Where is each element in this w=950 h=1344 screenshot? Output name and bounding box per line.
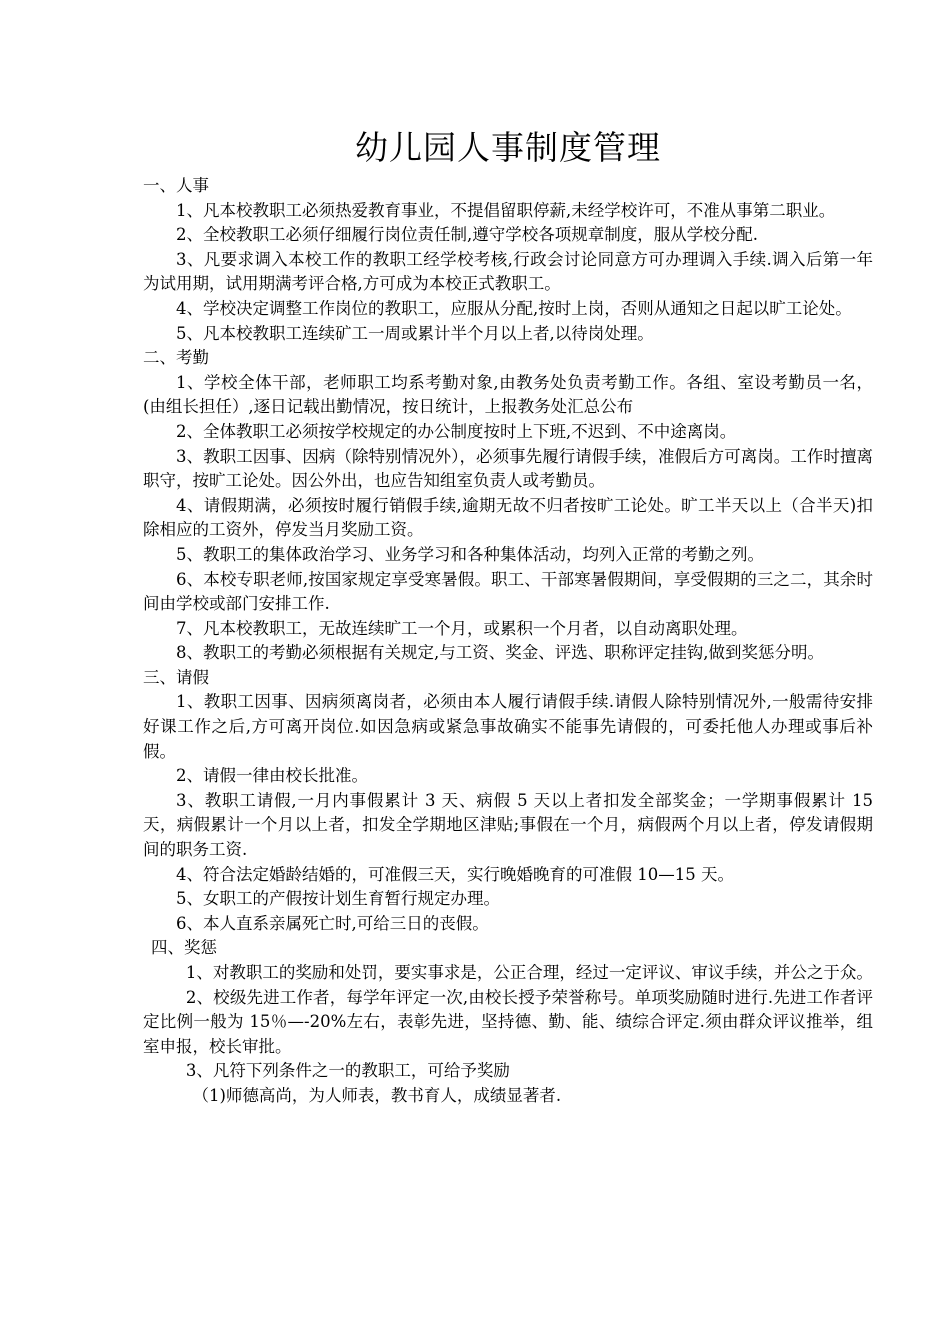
document-body	[143, 174, 873, 1109]
paragraph: 5、教职工的集体政治学习、业务学习和各种集体活动，均列入正常的考勤之列。	[176, 544, 764, 564]
paragraph: 7、凡本校教职工，无故连续旷工一个月，或累积一个月者，以自动离职处理。	[176, 618, 748, 638]
section-heading: 一、人事	[143, 176, 209, 195]
paragraph: 6、本人直系亲属死亡时,可给三日的丧假。	[176, 913, 489, 933]
paragraph: 1、凡本校教职工必须热爱教育事业，不提倡留职停薪,未经学校许可，不准从事第二职业。	[176, 200, 836, 220]
paragraph: 3、凡要求调入本校工作的教职工经学校考核,行政会讨论同意方可办理调入手续.调入后第一年为试用期，试用期满考评合格,方可成为本校正式教职工。	[143, 249, 873, 294]
section-heading: 三、请假	[143, 667, 209, 687]
paragraph: 1、对教职工的奖励和处罚，要实事求是，公正合理，经过一定评议、审议手续，并公之于众。	[185, 963, 873, 982]
sub-paragraph: （1)师德高尚，为人师表，教书育人，成绩显著者.	[192, 1085, 562, 1105]
paragraph: 5、凡本校教职工连续矿工一周或累计半个月以上者,以待岗处理。	[176, 323, 654, 343]
section-heading: 二、考勤	[143, 348, 209, 368]
document-title: 幼儿园人事制度管理	[355, 128, 661, 167]
paragraph: 8、教职工的考勤必须根据有关规定,与工资、奖金、评选、职称评定挂钩,做到奖惩分明。	[176, 643, 824, 663]
paragraph: 3、凡符下列条件之一的教职工，可给予奖励	[185, 1061, 510, 1081]
paragraph: 4、请假期满，必须按时履行销假手续,逾期无故不归者按旷工论处。旷工半天以上（合半天)扣除相应的工资外，停发当月奖励工资。	[143, 495, 873, 540]
paragraph: 1、教职工因事、因病须离岗者，必须由本人履行请假手续.请假人除特别情况外,一般需待安排好课工作之后,方可离开岗位.如因急病或紧急事故确实不能事先请假的，可委托他人办理或事后补假。	[143, 692, 873, 761]
paragraph: 4、符合法定婚龄结婚的，可准假三天，实行晚婚晚育的可准假 10—15 天。	[176, 864, 734, 884]
paragraph: 2、全体教职工必须按学校规定的办公制度按时上下班,不迟到、不中途离岗。	[176, 421, 737, 441]
paragraph: 3、教职工因事、因病（除特别情况外），必须事先履行请假手续，准假后方可离岗。工作时擅离职守，按旷工论处。因公外出，也应告知组室负责人或考勤员。	[143, 446, 873, 491]
paragraph: 3、教职工请假,一月内事假累计 3 天、病假 5 天以上者扣发全部奖金；一学期事假累计 15 天，病假累计一个月以上者，扣发全学期地区津贴;事假在一个月，病假两个月以上者，停发请假期间的职务工资.	[143, 790, 873, 860]
section-heading: 四、奖惩	[151, 938, 217, 958]
paragraph: 6、本校专职老师,按国家规定享受寒暑假。职工、干部寒暑假期间，享受假期的三之二，其余时间由学校或部门安排工作.	[143, 569, 873, 614]
paragraph: 5、女职工的产假按计划生育暂行规定办理。	[176, 889, 500, 909]
paragraph: 1、学校全体干部，老师职工均系考勤对象,由教务处负责考勤工作。各组、室设考勤员一名，(由组长担任）,逐日记载出勤情况，按日统计，上报教务处汇总公布	[143, 372, 873, 417]
paragraph: 2、全校教职工必须仔细履行岗位责任制,遵守学校各项规章制度，服从学校分配.	[176, 225, 758, 245]
paragraph: 2、校级先进工作者，每学年评定一次,由校长授予荣誉称号。单项奖励随时进行.先进工作者评定比例一般为 15％—-20%左右，表彰先进，坚持德、勤、能、绩综合评定.须由群众评议推举，组室申报，校长审批。	[143, 987, 873, 1056]
paragraph: 4、学校决定调整工作岗位的教职工，应服从分配,按时上岗，否则从通知之日起以旷工论处。	[176, 298, 852, 318]
paragraph: 2、请假一律由校长批准。	[176, 766, 368, 786]
